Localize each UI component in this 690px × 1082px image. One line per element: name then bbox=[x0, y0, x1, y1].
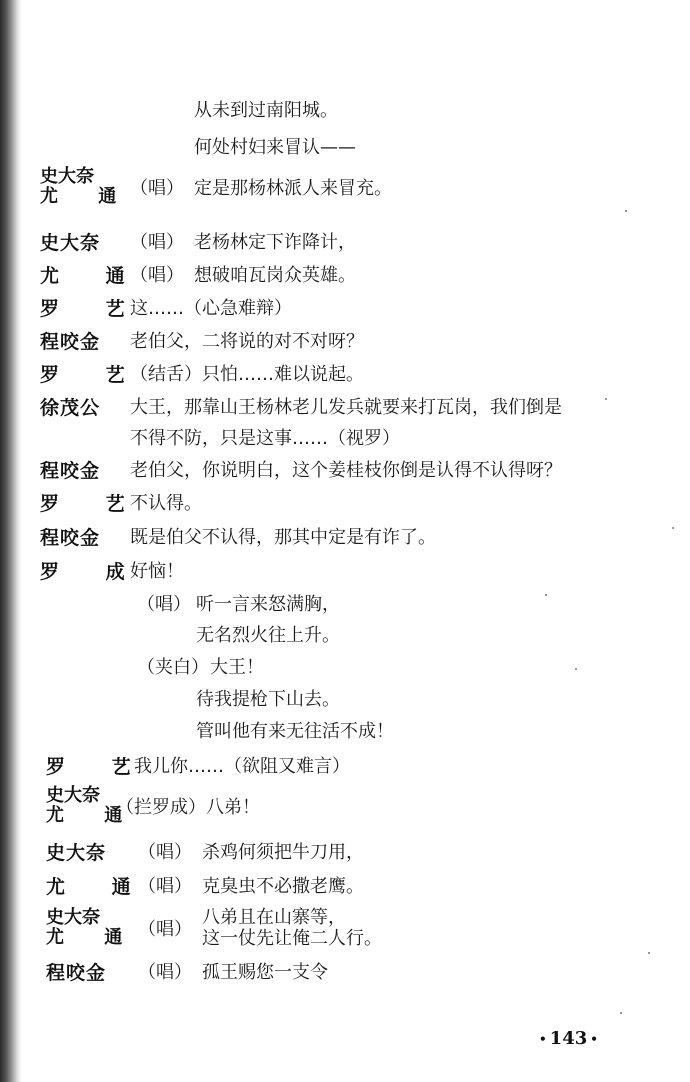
script-line bbox=[0, 397, 690, 427]
speaker-name: 徐茂公 bbox=[40, 397, 101, 419]
verse-text: 听一言来怒满胸， bbox=[196, 594, 340, 615]
speaker-name: 尤 通 bbox=[40, 265, 145, 287]
verse-text: 从未到过南阳城。 bbox=[194, 100, 338, 121]
speaker-name: 史大奈 bbox=[46, 785, 100, 806]
dialogue-text: 老伯父，你说明白，这个姜桂枝你倒是认得不认得呀？ bbox=[130, 460, 562, 481]
script-line bbox=[0, 265, 690, 295]
dialogue-text: 定是那杨林派人来冒充。 bbox=[194, 178, 392, 199]
speaker-name: 史大奈 bbox=[40, 232, 101, 254]
dialogue-text: 我儿你……（欲阻又难言） bbox=[134, 756, 350, 777]
script-line bbox=[0, 137, 690, 167]
script-line bbox=[0, 721, 690, 751]
speaker-name: 罗 成 bbox=[40, 561, 145, 583]
script-line bbox=[0, 625, 690, 655]
script-line bbox=[0, 657, 690, 687]
script-line bbox=[0, 364, 690, 394]
dialogue-text: 老杨林定下诈降计， bbox=[194, 232, 356, 253]
stage-cue: （唱） bbox=[130, 232, 184, 253]
verse-text: 管叫他有来无往活不成！ bbox=[196, 721, 394, 742]
speaker-name: 尤 通 bbox=[46, 927, 140, 948]
script-line bbox=[0, 100, 690, 130]
speaker-name: 尤 通 bbox=[46, 805, 140, 826]
dialogue-text: 不得不防，只是这事……（视罗） bbox=[130, 428, 400, 449]
script-line bbox=[0, 594, 690, 624]
dialogue-text: 想破咱瓦岗众英雄。 bbox=[194, 265, 356, 286]
script-line bbox=[0, 876, 690, 906]
speaker-name: 罗 艺 bbox=[40, 298, 145, 320]
stage-cue: （唱） bbox=[137, 594, 191, 615]
script-line bbox=[0, 493, 690, 523]
dialogue-text: 孤王赐您一支令 bbox=[202, 962, 328, 983]
script-line bbox=[0, 167, 690, 217]
speaker-name: 尤 通 bbox=[40, 186, 134, 207]
speaker-name: 罗 艺 bbox=[46, 756, 151, 778]
script-line bbox=[0, 527, 690, 557]
verse-text: 何处村妇来冒认—— bbox=[194, 137, 356, 158]
stage-cue: （唱） bbox=[130, 178, 184, 199]
dialogue-text: 克臭虫不必撒老鹰。 bbox=[202, 876, 364, 897]
speaker-stack bbox=[40, 167, 133, 207]
stage-cue: （唱） bbox=[138, 842, 192, 863]
scan-speck bbox=[575, 668, 577, 670]
speaker-name: 史大奈 bbox=[40, 166, 94, 187]
script-line bbox=[0, 232, 690, 262]
script-line bbox=[0, 908, 690, 958]
speaker-name: 史大奈 bbox=[46, 907, 100, 928]
stage-cue: （唱） bbox=[138, 876, 192, 897]
script-line bbox=[0, 842, 690, 872]
speaker-name: 程咬金 bbox=[40, 331, 101, 353]
speaker-name: 程咬金 bbox=[46, 962, 107, 984]
speaker-name: 程咬金 bbox=[40, 527, 101, 549]
script-line bbox=[0, 786, 690, 836]
stage-cue: （夹白） bbox=[137, 657, 209, 678]
dialogue-text: 好恼！ bbox=[130, 561, 184, 582]
scan-speck bbox=[672, 527, 674, 529]
speaker-name: 尤 通 bbox=[46, 876, 151, 898]
script-line bbox=[0, 962, 690, 992]
speaker-name: 罗 艺 bbox=[40, 493, 145, 515]
dialogue-text: 既是伯父不认得，那其中定是有诈了。 bbox=[130, 527, 436, 548]
scan-speck bbox=[605, 398, 607, 400]
scan-speck bbox=[620, 1012, 622, 1014]
dialogue-text: 八弟且在山寨等， bbox=[202, 907, 346, 928]
stage-cue: （唱） bbox=[130, 265, 184, 286]
speaker-stack bbox=[46, 908, 139, 948]
scan-speck bbox=[545, 594, 547, 596]
script-line bbox=[0, 561, 690, 591]
scan-speck bbox=[648, 952, 650, 954]
dialogue-text: （结舌）只怕……难以说起。 bbox=[130, 364, 364, 385]
speaker-name: 程咬金 bbox=[40, 460, 101, 482]
dialogue-text: 这一仗先让俺二人行。 bbox=[202, 928, 382, 949]
page-number: • 143 • bbox=[536, 1028, 601, 1049]
dialogue-text: 不认得。 bbox=[130, 493, 202, 514]
speaker-name: 史大奈 bbox=[46, 842, 107, 864]
dialogue-text: 杀鸡何须把牛刀用， bbox=[202, 842, 364, 863]
script-line bbox=[0, 460, 690, 490]
script-line bbox=[0, 298, 690, 328]
dialogue-text: 老伯父，二将说的对不对呀？ bbox=[130, 331, 364, 352]
script-line bbox=[0, 756, 690, 786]
verse-text: 无名烈火往上升。 bbox=[196, 625, 340, 646]
script-line bbox=[0, 689, 690, 719]
dialogue-text: 大王，那靠山王杨林老儿发兵就要来打瓦岗，我们倒是 bbox=[130, 397, 562, 418]
script-line bbox=[0, 428, 690, 458]
dialogue-text: 大王！ bbox=[210, 657, 264, 678]
script-line bbox=[0, 331, 690, 361]
dialogue-text: 这……（心急难辩） bbox=[130, 298, 292, 319]
dialogue-text: （拦罗成）八弟！ bbox=[116, 797, 260, 818]
scan-speck bbox=[625, 210, 627, 212]
verse-text: 待我提枪下山去。 bbox=[196, 689, 340, 710]
stage-cue: （唱） bbox=[138, 919, 192, 940]
stage-cue: （唱） bbox=[138, 962, 192, 983]
speaker-name: 罗 艺 bbox=[40, 364, 145, 386]
